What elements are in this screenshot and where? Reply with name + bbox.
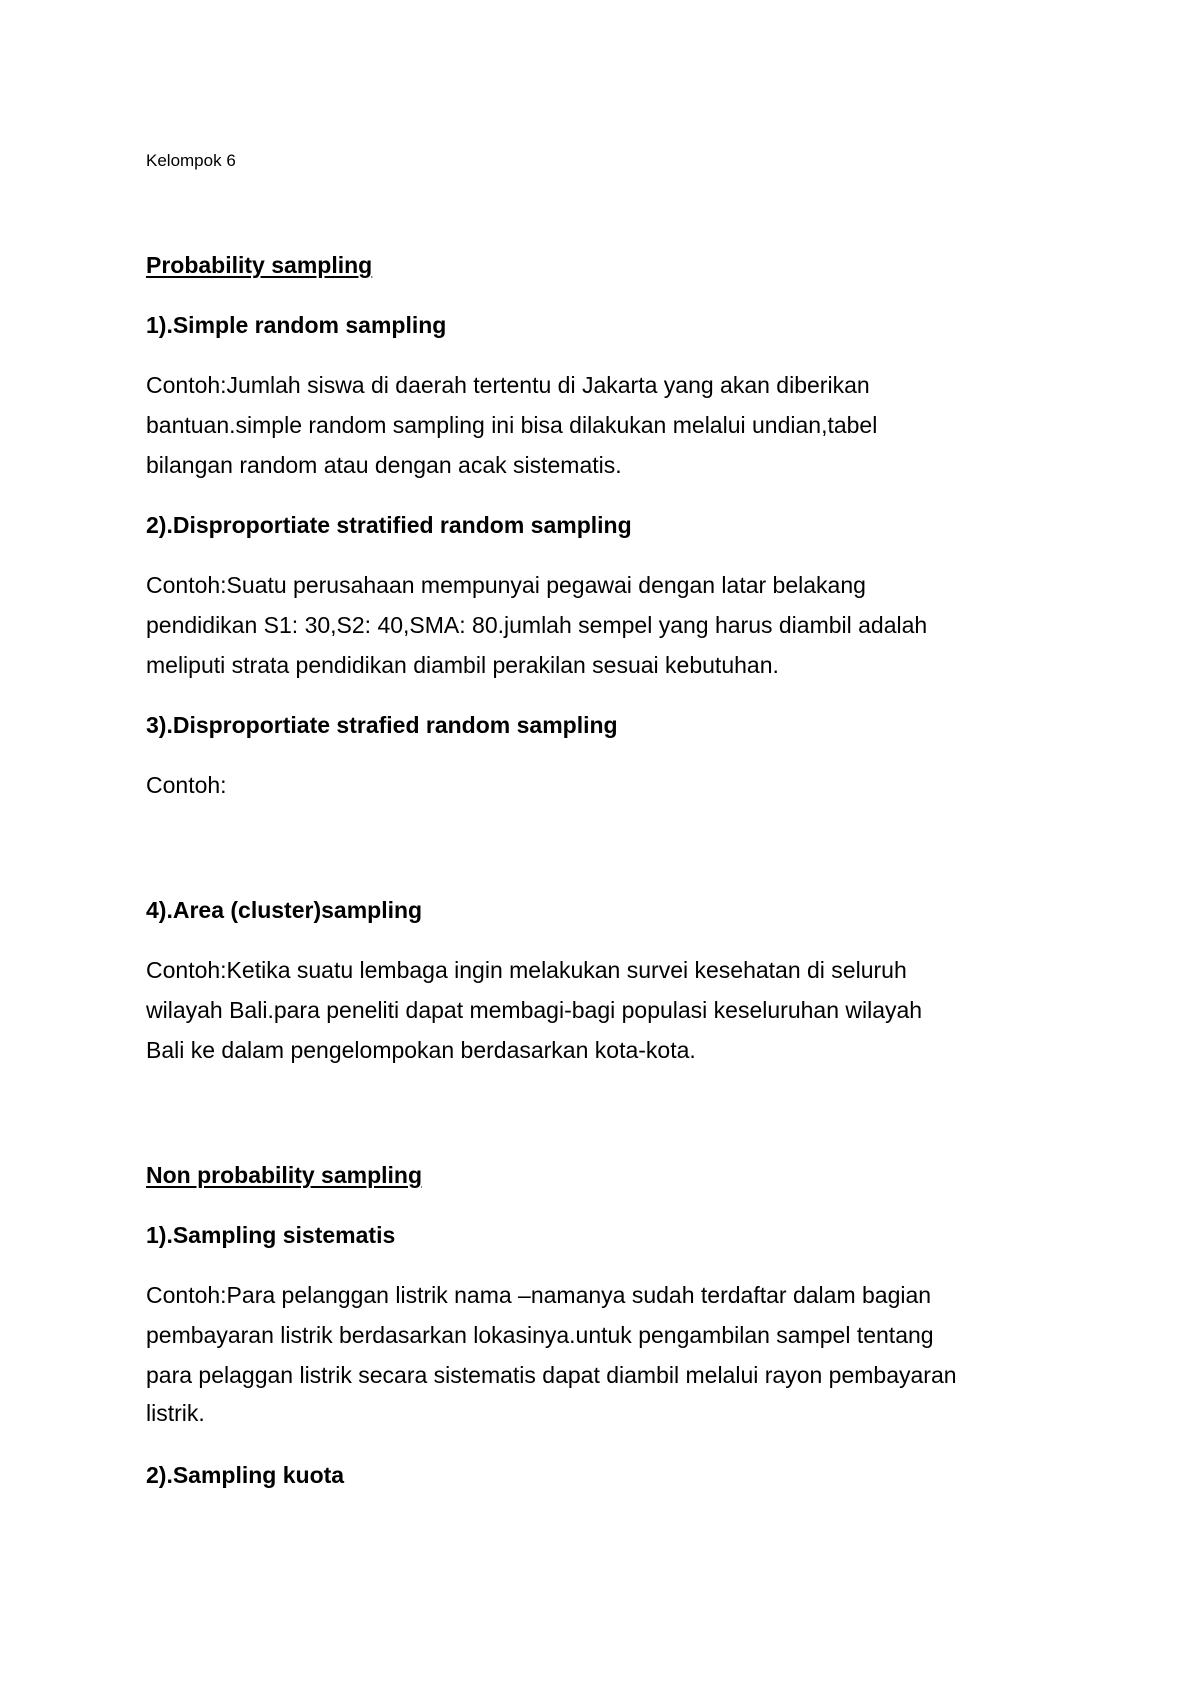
example-line: Contoh:: [146, 772, 227, 798]
example-line: pembayaran listrik berdasarkan lokasinya.untuk pengambilan sampel tentang: [146, 1322, 934, 1348]
example-line: pendidikan S1: 30,S2: 40,SMA: 80.jumlah sempel yang harus diambil adalah: [146, 612, 928, 638]
item-title: 2).Disproportiate stratified random sampling: [146, 512, 632, 538]
item-title: 3).Disproportiate strafied random sampling: [146, 712, 618, 738]
example-line: listrik.: [146, 1400, 205, 1426]
example-line: Bali ke dalam pengelompokan berdasarkan kota-kota.: [146, 1037, 696, 1063]
example-line: Contoh:Para pelanggan listrik nama –namanya sudah terdaftar dalam bagian: [146, 1282, 932, 1308]
example-line: bantuan.simple random sampling ini bisa dilakukan melalui undian,tabel: [146, 412, 878, 438]
example-line: meliputi strata pendidikan diambil perakilan sesuai kebutuhan.: [146, 652, 779, 678]
example-line: para pelaggan listrik secara sistematis dapat diambil melalui rayon pembayaran: [146, 1362, 957, 1388]
example-line: Contoh:Jumlah siswa di daerah tertentu di Jakarta yang akan diberikan: [146, 372, 870, 398]
example-line: Contoh:Ketika suatu lembaga ingin melakukan survei kesehatan di seluruh: [146, 957, 907, 983]
item-title: 4).Area (cluster)sampling: [146, 897, 423, 923]
section-heading-non-probability: Non probability sampling: [146, 1162, 423, 1188]
group-label: Kelompok 6: [146, 151, 236, 170]
item-title: 1).Simple random sampling: [146, 312, 447, 338]
section-heading-probability: Probability sampling: [146, 252, 373, 278]
item-title: 2).Sampling kuota: [146, 1462, 345, 1488]
example-line: Contoh:Suatu perusahaan mempunyai pegawai dengan latar belakang: [146, 572, 866, 598]
example-line: wilayah Bali.para peneliti dapat membagi-bagi populasi keseluruhan wilayah: [146, 997, 923, 1023]
example-line: bilangan random atau dengan acak sistematis.: [146, 452, 622, 478]
item-title: 1).Sampling sistematis: [146, 1222, 396, 1248]
